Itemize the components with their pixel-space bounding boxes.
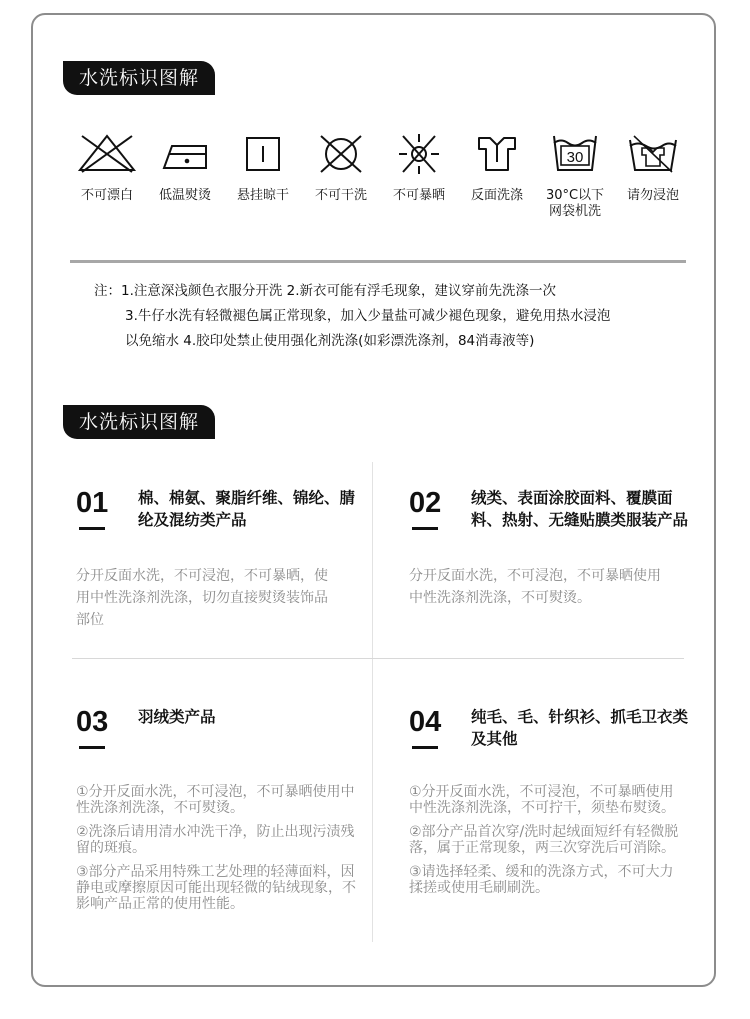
section-title-care-symbols: 水洗标识图解 bbox=[63, 61, 215, 95]
card-number-underline bbox=[412, 746, 438, 749]
no-soak-item bbox=[614, 132, 692, 204]
wash-icons-row bbox=[68, 132, 690, 242]
care-notes bbox=[94, 279, 694, 354]
wash-icon-label: 悬挂晾干 bbox=[236, 188, 289, 203]
wash-icon-label: 请勿浸泡 bbox=[626, 188, 679, 203]
card-number: 04 bbox=[409, 706, 442, 738]
card-number: 03 bbox=[76, 706, 109, 738]
low-temp-iron-item bbox=[146, 132, 224, 204]
note-line: 以免缩水 4.胶印处禁止使用强化剂洗涤(如彩漂洗涤剂，84消毒液等) bbox=[125, 333, 535, 349]
card-title: 纯毛、毛、针织衫、抓毛卫衣类及其他 bbox=[471, 708, 689, 748]
no-bleach-item bbox=[68, 132, 146, 204]
card-number-underline bbox=[79, 746, 105, 749]
machine-wash-30-icon bbox=[544, 132, 606, 174]
hang-dry-item bbox=[224, 132, 302, 204]
card-title: 羽绒类产品 bbox=[138, 708, 216, 726]
low-temp-iron-icon bbox=[154, 132, 216, 174]
inside-out-wash-icon bbox=[466, 132, 528, 174]
wash-icon-label: 低温熨烫 bbox=[158, 188, 211, 203]
card-paragraph: ③部分产品采用特殊工艺处理的轻薄面料，因静电或摩擦原因可能出现轻微的钻绒现象，不影响产品正常的使用性能。 bbox=[76, 864, 356, 912]
card-number: 01 bbox=[76, 487, 109, 519]
card-paragraph: 分开反面水洗，不可浸泡，不可暴晒使用中性洗涤剂洗涤，不可熨烫。 bbox=[409, 568, 661, 606]
no-bleach-icon bbox=[76, 132, 138, 174]
no-soak-icon bbox=[622, 132, 684, 174]
note-line: 3.牛仔水洗有轻微褪色属正常现象，加入少量盐可减少褪色现象，避免用热水浸泡 bbox=[125, 308, 611, 324]
card-paragraph: ②洗涤后请用清水冲洗干净，防止出现污渍残留的斑痕。 bbox=[76, 824, 355, 856]
card-body bbox=[409, 565, 673, 617]
card-paragraph: 分开反面水洗，不可浸泡，不可暴晒，使用中性洗涤剂洗涤，切勿直接熨烫装饰品部位 bbox=[76, 568, 328, 628]
card-paragraph: ②部分产品首次穿/洗时起绒面短纤有轻微脱落，属于正常现象，两三次穿洗后可消除。 bbox=[409, 824, 679, 856]
wash-icon-label: 反面洗涤 bbox=[470, 188, 523, 203]
no-dry-clean-icon bbox=[310, 132, 372, 174]
wash-icon-label: 不可漂白 bbox=[80, 188, 133, 203]
card-paragraph: ①分开反面水洗，不可浸泡，不可暴晒使用中性洗涤剂洗涤，不可拧干，须垫布熨烫。 bbox=[409, 784, 675, 816]
grid-divider-horizontal bbox=[72, 658, 684, 659]
section-divider bbox=[70, 260, 686, 263]
inside-out-wash-item bbox=[458, 132, 536, 204]
section-title-care-guide: 水洗标识图解 bbox=[63, 405, 215, 439]
card-number: 02 bbox=[409, 487, 442, 519]
card-title: 棉、棉氨、聚脂纤维、锦纶、腈纶及混纺类产品 bbox=[138, 489, 356, 529]
no-sun-dry-item bbox=[380, 132, 458, 204]
machine-wash-30-item bbox=[536, 132, 614, 220]
wash-icon-label: 不可暴晒 bbox=[392, 188, 445, 203]
grid-divider-vertical bbox=[372, 462, 373, 942]
hang-dry-icon bbox=[232, 132, 294, 174]
card-number-underline bbox=[412, 527, 438, 530]
card-number-underline bbox=[79, 527, 105, 530]
wash-temp-text: 30 bbox=[566, 149, 584, 166]
card-paragraph: ③请选择轻柔、缓和的洗涤方式，不可大力揉搓或使用毛刷刷洗。 bbox=[409, 864, 674, 896]
card-body bbox=[409, 784, 685, 904]
wash-icon-label: 不可干洗 bbox=[314, 188, 367, 203]
card-paragraph: ①分开反面水洗，不可浸泡，不可暴晒使用中性洗涤剂洗涤，不可熨烫。 bbox=[76, 784, 355, 816]
wash-icon-label: 30°C以下 网袋机洗 bbox=[545, 188, 605, 219]
card-body bbox=[76, 565, 340, 639]
no-sun-dry-icon bbox=[388, 132, 450, 174]
note-line: 注：1.注意深浅颜色衣服分开洗 2.新衣可能有浮毛现象，建议穿前先洗涤一次 bbox=[94, 283, 557, 299]
card-title: 绒类、表面涂胶面料、覆膜面料、热射、无缝贴膜类服装产品 bbox=[471, 489, 689, 529]
card-body bbox=[76, 784, 358, 920]
no-dry-clean-item bbox=[302, 132, 380, 204]
